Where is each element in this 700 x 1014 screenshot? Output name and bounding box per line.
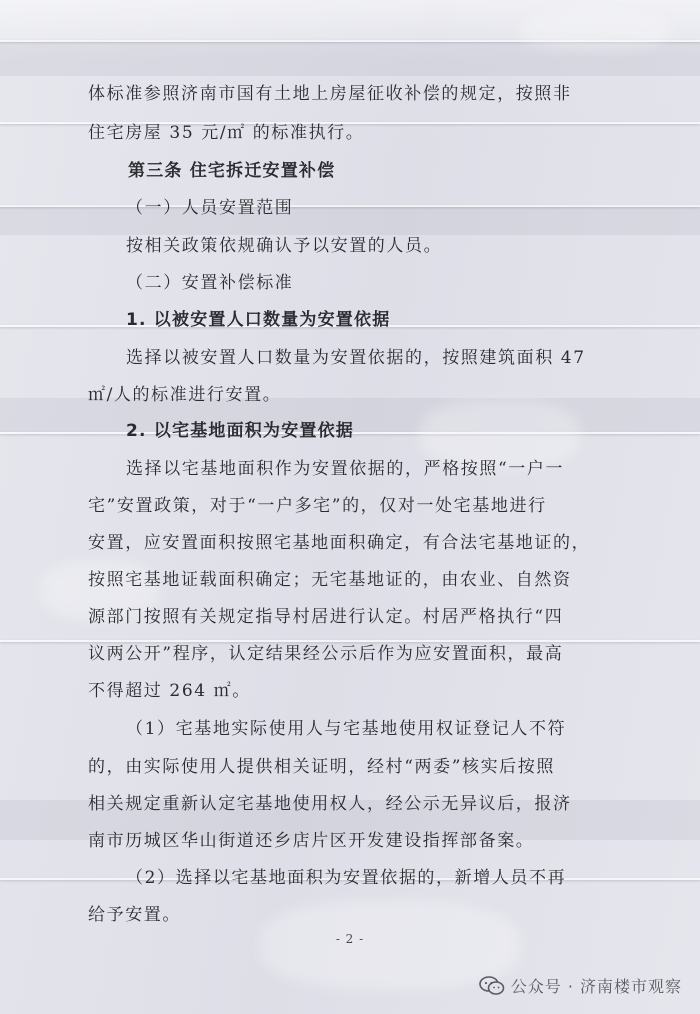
glare	[520, 10, 670, 50]
body-text-line: 按照宅基地证载面积确定；无宅基地证的，由农业、自然资	[88, 570, 572, 590]
body-text-line: 宅”安置政策，对于“一户多宅”的，仅对一处宅基地进行	[88, 496, 547, 516]
body-text-line: （1）宅基地实际使用人与宅基地使用权证登记人不符	[126, 719, 567, 739]
body-text-line: 按相关政策依规确认予以安置的人员。	[126, 236, 443, 256]
crease	[0, 205, 700, 207]
body-text-line: 体标准参照济南市国有土地上房屋征收补偿的规定，按照非	[88, 84, 572, 104]
body-text-line: 的，由实际使用人提供相关证明，经村“两委”核实后按照	[88, 757, 555, 777]
body-text-line: 选择以被安置人口数量为安置依据的，按照建筑面积 47	[126, 348, 586, 368]
page-number: - 2 -	[335, 932, 365, 946]
subsection-heading: 1. 以被安置人口数量为安置依据	[126, 310, 391, 330]
wechat-icon	[479, 976, 505, 996]
article-heading: 第三条 住宅拆迁安置补偿	[128, 161, 336, 181]
body-text-line: 住宅房屋 35 元/㎡ 的标准执行。	[88, 123, 365, 143]
body-text-line: 南市历城区华山街道还乡店片区开发建设指挥部备案。	[88, 831, 535, 851]
watermark-text: 公众号 · 济南楼市观察	[510, 977, 682, 996]
body-text-line: 议两公开”程序，认定结果经公示后作为应安置面积，最高	[88, 644, 564, 664]
body-text-line: 源部门按照有关规定指导村居进行认定。村居严格执行“四	[88, 607, 564, 627]
watermark	[479, 974, 682, 997]
section-heading: （一）人员安置范围	[126, 198, 294, 218]
body-text-line: ㎡/人的标准进行安置。	[88, 385, 282, 405]
body-text-line: 不得超过 264 ㎡。	[88, 681, 251, 701]
subsection-heading: 2. 以宅基地面积为安置依据	[126, 421, 355, 441]
body-text-line: 选择以宅基地面积作为安置依据的，严格按照“一户一	[126, 459, 565, 479]
body-text-line: 相关规定重新认定宅基地使用权人，经公示无异议后，报济	[88, 794, 572, 814]
body-text-line: 安置，应安置面积按照宅基地面积确定，有合法宅基地证的，	[88, 533, 591, 553]
section-heading: （二）安置补偿标准	[126, 273, 294, 293]
body-text-line: （2）选择以宅基地面积为安置依据的，新增人员不再	[126, 868, 567, 888]
body-text-line: 给予安置。	[88, 905, 181, 925]
